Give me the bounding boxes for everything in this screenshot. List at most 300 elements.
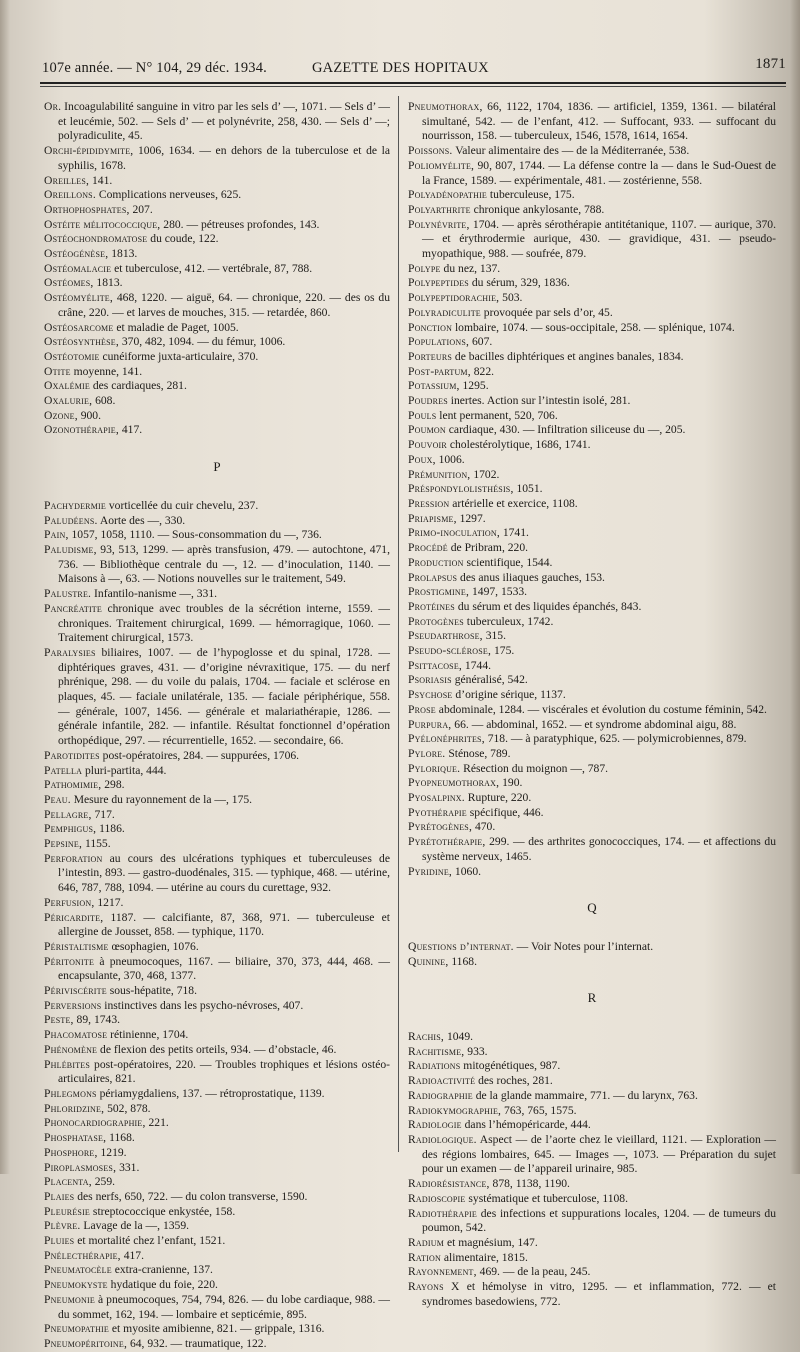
index-term: Pylore.: [408, 746, 446, 760]
index-term: Prémunition,: [408, 467, 471, 481]
index-references: 1741.: [499, 526, 529, 540]
index-term: Rachitisme,: [408, 1044, 465, 1058]
index-term: Pseudo-sclérose,: [408, 644, 492, 658]
section-letter: P: [213, 459, 221, 475]
index-entry: [408, 644, 776, 659]
index-term: Rachis,: [408, 1030, 445, 1044]
index-entry: [44, 999, 390, 1014]
index-term: Oxalurie,: [44, 394, 93, 408]
index-entry: [408, 423, 776, 438]
index-entry: [44, 1146, 390, 1161]
index-term: Radiothérapie: [408, 1206, 477, 1220]
left-column: [44, 100, 390, 1352]
index-references: 607.: [469, 335, 493, 349]
running-header: [42, 56, 786, 80]
index-term: Perfusion,: [44, 895, 95, 909]
index-entry: [408, 1251, 776, 1266]
header-rule-thin: [40, 86, 786, 87]
index-term: Périviscérite: [44, 984, 107, 998]
index-term: Phlegmons: [44, 1087, 97, 1100]
index-references: rétinienne, 1704.: [107, 1028, 189, 1042]
index-entry: [44, 793, 390, 808]
index-entry: [44, 852, 390, 896]
index-entry: [44, 778, 390, 793]
index-term: Phacomatose: [44, 1028, 108, 1042]
index-term: Phloridzine,: [44, 1101, 105, 1115]
index-entry: [408, 585, 776, 600]
index-term: Ration: [408, 1250, 441, 1264]
index-entry: [408, 629, 776, 644]
index-entry: [408, 262, 776, 277]
index-references: de flexion des petits orteils, 934. — d’obstacle, 46.: [97, 1042, 337, 1056]
index-term: Poumon: [408, 423, 446, 437]
index-entry: [408, 365, 776, 380]
index-term: Potassium,: [408, 379, 460, 393]
index-term: Prostigmine,: [408, 585, 470, 599]
index-term: Post-partum,: [408, 364, 471, 378]
index-references: 717.: [91, 807, 115, 821]
index-term: Poissons.: [408, 144, 453, 158]
index-entry: [44, 100, 390, 144]
index-entry: [44, 499, 390, 514]
index-term: Psychose: [408, 688, 453, 702]
index-term: Radiorésistance,: [408, 1177, 490, 1191]
index-entry: [44, 409, 390, 424]
index-term: Pneumatocèle: [44, 1263, 112, 1277]
index-term: Rayons X: [408, 1280, 460, 1294]
index-references: 608.: [92, 394, 116, 408]
index-references: chronique avec troubles de la sécrétion interne, 1559. — chroniques. Traitement chirurgical, 1699. — hémorragique, 1060. — Traitement chirurgical, 1573.: [58, 601, 390, 645]
index-term: Priapisme,: [408, 511, 457, 525]
index-term: Paludisme,: [44, 542, 97, 556]
index-references: 1006, 1634. — en dehors de la tuberculose et de la syphilis, 1678.: [58, 144, 390, 172]
index-term: Ostéomalacie: [44, 261, 112, 275]
index-references: 1813.: [108, 247, 138, 261]
index-term: Pleurésie: [44, 1204, 91, 1218]
index-entry: [408, 1207, 776, 1236]
index-term: Pyridine,: [408, 864, 453, 878]
index-references: dans l’hémopéricarde, 444.: [461, 1118, 591, 1132]
index-term: Porteurs: [408, 349, 453, 363]
index-references: sous-hépatite, 718.: [106, 984, 197, 998]
index-term: Pneumothorax,: [408, 100, 483, 113]
index-entry: [408, 703, 776, 718]
index-entry: [44, 514, 390, 529]
index-term: Paludéens.: [44, 513, 98, 527]
index-term: Protéines: [408, 599, 455, 613]
index-entry: [44, 1263, 390, 1278]
index-references: 1744.: [462, 658, 492, 672]
index-term: Radiographie: [408, 1088, 473, 1102]
index-entry: [408, 100, 776, 144]
index-references: et tuberculose, 412. — vertébrale, 87, 788.: [111, 261, 313, 275]
index-entry: [408, 1104, 776, 1119]
index-entry: [408, 1045, 776, 1060]
index-references: 470.: [472, 820, 496, 834]
index-term: Phosphore,: [44, 1145, 98, 1159]
index-term: Ostéogénèse,: [44, 247, 109, 261]
index-entry: [408, 482, 776, 497]
index-entry: [44, 587, 390, 602]
index-term: Palustre.: [44, 587, 92, 601]
index-term: Poux,: [408, 452, 436, 466]
index-term: Pyothérapie: [408, 805, 467, 819]
index-term: Pneumonie: [44, 1292, 95, 1306]
index-references: 417.: [120, 1248, 144, 1262]
index-entry: [44, 188, 390, 203]
index-term: Paralysies: [44, 645, 96, 659]
index-term: Phosphatase,: [44, 1131, 107, 1145]
index-references: 900.: [77, 408, 101, 422]
index-references: instinctives dans les psycho-névroses, 407.: [101, 998, 304, 1012]
index-term: Placenta,: [44, 1175, 92, 1189]
index-references: cardiaque, 430. — Infiltration siliceuse du —, 205.: [445, 423, 686, 437]
index-term: Piroplasmoses,: [44, 1160, 117, 1174]
index-references: 1497, 1533.: [469, 585, 528, 599]
index-references: œsophagien, 1076.: [108, 939, 199, 953]
index-term: Poudres: [408, 394, 448, 408]
index-term: Pathomimie,: [44, 778, 102, 792]
index-term: Orthophosphates,: [44, 202, 130, 216]
index-term: Ostéochondromatose: [44, 232, 148, 246]
index-entry: [44, 1205, 390, 1220]
index-entry: [44, 984, 390, 999]
index-entry: [44, 1322, 390, 1337]
index-entry: [408, 379, 776, 394]
index-term: Pylorique.: [408, 761, 461, 775]
index-term: Pyrétothérapie,: [408, 835, 486, 849]
index-references: tuberculeuse, 175.: [487, 188, 575, 202]
index-references: cunéiforme juxta-articulaire, 370.: [99, 349, 259, 363]
index-references: 1219.: [97, 1145, 127, 1159]
index-references: de bacilles diphtériques et angines banales, 1834.: [452, 349, 684, 363]
index-term: Ostéosarcome: [44, 320, 114, 334]
index-term: Radioactivité: [408, 1074, 476, 1088]
index-references: d’origine sérique, 1137.: [452, 688, 566, 702]
index-term: Pyopneumothorax,: [408, 776, 500, 790]
page-shadow-right: [790, 0, 800, 1174]
index-references: et myosite amibienne, 821. — grippale, 1316.: [109, 1322, 325, 1336]
index-references: 64, 932. — traumatique, 122.: [127, 1336, 267, 1350]
index-references: Complications nerveuses, 625.: [95, 188, 242, 202]
index-entry: [408, 1192, 776, 1207]
index-references: 502, 878.: [104, 1101, 151, 1115]
index-term: Rayonnement,: [408, 1265, 477, 1279]
index-term: Quinine,: [408, 954, 449, 968]
index-term: Ostéosynthèse,: [44, 335, 119, 349]
index-term: Radiations: [408, 1059, 461, 1073]
index-entry: [408, 453, 776, 468]
index-entry: [44, 291, 390, 320]
index-entry: [44, 247, 390, 262]
index-entry: [408, 526, 776, 541]
index-references: 1168.: [448, 954, 477, 968]
index-term: Pyrétogènes,: [408, 820, 473, 834]
index-term: Phlébites: [44, 1057, 91, 1071]
index-entry: [44, 528, 390, 543]
index-references: à pneumocoques, 754, 794, 826. — du lobe cardiaque, 988. — du sommet, 162, 194. — lombaire et septicémie, 895.: [58, 1292, 390, 1321]
index-entry: [44, 646, 390, 749]
index-term: Ozone,: [44, 408, 78, 422]
index-entry: [408, 350, 776, 365]
index-term: Questions d’internat.: [408, 939, 514, 953]
index-entry: [44, 1337, 390, 1352]
index-term: Or.: [44, 100, 62, 113]
index-references: 141.: [89, 173, 113, 187]
index-references: 1051.: [513, 482, 543, 496]
index-term: Phonocardiographie,: [44, 1116, 146, 1130]
index-term: Primo-inoculation,: [408, 526, 500, 540]
index-references: et hémolyse in vitro, 1295. — et inflammation, 772. — et syndromes basedowiens, 772.: [422, 1280, 777, 1308]
index-term: Oxalémie: [44, 379, 90, 393]
index-entry: [408, 159, 776, 188]
index-references: 468, 1220. — aiguë, 64. — chronique, 220. — des os du crâne, 220. — et larves de mouches, 315. — retardée, 860.: [58, 291, 390, 319]
index-references: Valeur alimentaire des — de la Méditerranée, 538.: [452, 144, 690, 158]
index-references: des anus iliaques gauches, 153.: [457, 570, 605, 584]
index-references: généralisé, 542.: [451, 673, 528, 687]
index-references: 370, 482, 1094. — du fémur, 1006.: [118, 335, 286, 349]
index-entry: [44, 940, 390, 955]
index-term: Orchi-épididymite,: [44, 144, 134, 158]
column-divider: [398, 96, 399, 1152]
index-entry: [44, 379, 390, 394]
index-entry: [44, 543, 390, 587]
index-term: Poliomyélite,: [408, 158, 475, 172]
index-term: Péritonite: [44, 954, 95, 968]
index-entry: [408, 806, 776, 821]
index-references: 878, 1138, 1190.: [489, 1177, 570, 1191]
issue-info: 107e année. — N° 104, 29 déc. 1934.: [42, 60, 268, 76]
index-entry: [44, 822, 390, 837]
index-entry: [408, 409, 776, 424]
index-entry: [408, 732, 776, 747]
index-entry: [408, 468, 776, 483]
index-entry: [44, 144, 390, 173]
index-references: 315.: [482, 629, 506, 643]
index-references: 89, 1743.: [73, 1013, 121, 1027]
index-entry: [44, 276, 390, 291]
index-references: systématique et tuberculose, 1108.: [465, 1191, 628, 1205]
index-term: Pnélecthérapie,: [44, 1248, 121, 1262]
index-references: du sérum et des liquides épanchés, 843.: [454, 599, 642, 613]
index-entry: [44, 808, 390, 823]
index-term: Plèvre.: [44, 1219, 81, 1233]
index-entry: [44, 1190, 390, 1205]
index-term: Pneumopéritoine,: [44, 1336, 128, 1350]
index-term: Ozonothérapie,: [44, 423, 119, 437]
index-entry: [44, 1278, 390, 1293]
index-entry: [44, 1102, 390, 1117]
index-term: Polype: [408, 261, 441, 275]
index-references: et maladie de Paget, 1005.: [113, 320, 239, 334]
right-column: [408, 100, 776, 1309]
index-references: 1295.: [459, 379, 489, 393]
index-term: Pouvoir: [408, 438, 447, 452]
index-references: Résection du moignon —, 787.: [460, 761, 609, 775]
journal-title: GAZETTE DES HOPITAUX: [312, 60, 489, 76]
index-term: Polyadénopathie: [408, 188, 488, 202]
index-references: au cours des ulcérations typhiques et tuberculeuses de l’intestin, 893. — gastro-duodénales, 315. — typhique, 468. — utérine, 646, 787, 788, 1094. — utérine au cours du curettage, 932.: [58, 851, 390, 895]
index-references: à pneumocoques, 1167. — biliaire, 370, 373, 444, 468. — encapsulante, 370, 468, 1377.: [58, 954, 390, 983]
index-entry: [44, 1161, 390, 1176]
index-entry: [44, 837, 390, 852]
index-term: Ostéomyélite,: [44, 291, 113, 305]
index-references: 1155.: [82, 837, 111, 851]
index-term: Production: [408, 555, 464, 569]
index-entry: [408, 203, 776, 218]
index-term: Pellagre,: [44, 807, 92, 821]
index-entry: [44, 1087, 390, 1102]
index-references: 1704. — après sérothérapie antitétanique, 1107. — aurique, 370. — et érythrodermie aurique, 430. — gravidique, 431. — pseudo-myopathique, 988. — soufrée, 879.: [422, 217, 776, 261]
index-term: Préspondylolisthésis,: [408, 482, 514, 496]
index-references: 469. — de la peau, 245.: [476, 1265, 591, 1279]
index-references: Sténose, 789.: [445, 746, 511, 760]
index-references: 331.: [116, 1160, 140, 1174]
index-term: Péricardite,: [44, 910, 104, 924]
index-references: 259.: [91, 1175, 116, 1189]
index-references: des nerfs, 650, 722. — du colon transverse, 1590.: [74, 1189, 308, 1203]
index-entry: [44, 1043, 390, 1058]
index-references: Lavage de la —, 1359.: [80, 1219, 190, 1233]
index-references: spécifique, 446.: [466, 805, 544, 819]
index-entry: [44, 749, 390, 764]
index-references: Mesure du rayonnement de la —, 175.: [70, 792, 253, 806]
index-references: Aorte des —, 330.: [97, 513, 186, 527]
index-entry: [408, 865, 776, 880]
index-references: inertes. Action sur l’intestin isolé, 281.: [447, 394, 631, 408]
index-references: post-opératoires, 220. — Troubles trophiques et lésions ostéo-articulaires, 821.: [58, 1057, 390, 1086]
index-entry: [408, 144, 776, 159]
index-term: Radiologie: [408, 1118, 462, 1132]
index-entry: [44, 321, 390, 336]
index-term: Peste,: [44, 1013, 74, 1027]
index-term: Perversions: [44, 998, 102, 1012]
index-term: Radioscopie: [408, 1191, 466, 1205]
index-references: pluri-partita, 444.: [82, 763, 167, 777]
index-references: tuberculeux, 1742.: [463, 614, 554, 628]
index-term: Radium: [408, 1235, 445, 1249]
index-term: Pneumopathie: [44, 1322, 110, 1336]
index-entry: [408, 776, 776, 791]
index-term: Procédé: [408, 541, 448, 555]
index-term: Pouls: [408, 408, 437, 422]
index-entry: [408, 955, 776, 970]
index-entry: [44, 1293, 390, 1322]
index-references: du sérum, 329, 1836.: [468, 276, 570, 290]
index-entry: [44, 423, 390, 438]
index-references: Rupture, 220.: [464, 791, 532, 805]
page-number: 1871: [755, 56, 786, 72]
index-references: 1049.: [444, 1030, 474, 1044]
index-references: 718. — à paratyphique, 625. — polymicrobiennes, 879.: [484, 732, 747, 746]
index-references: 933.: [464, 1044, 488, 1058]
index-references: du nez, 137.: [440, 261, 501, 275]
index-references: et mortalité chez l’enfant, 1521.: [74, 1234, 226, 1248]
index-entry: [44, 335, 390, 350]
index-term: Ostéomes,: [44, 276, 94, 290]
index-entry: [408, 747, 776, 762]
index-references: scientifique, 1544.: [463, 555, 553, 569]
index-entry: [44, 764, 390, 779]
index-references: et magnésium, 147.: [444, 1235, 538, 1249]
index-entry: [408, 394, 776, 409]
index-term: Psoriasis: [408, 673, 452, 687]
index-term: Pachydermie: [44, 498, 106, 512]
index-entry: [408, 688, 776, 703]
index-references: moyenne, 141.: [70, 364, 143, 378]
index-references: provoquée par sels d’or, 45.: [480, 305, 613, 319]
index-entry: [408, 218, 776, 262]
index-entry: [44, 365, 390, 380]
index-entry: [44, 1013, 390, 1028]
index-references: artérielle et exercice, 1108.: [449, 496, 578, 510]
index-entry: [408, 188, 776, 203]
index-entry: [44, 1249, 390, 1264]
index-entry: [408, 306, 776, 321]
index-references: post-opératoires, 284. — suppurées, 1706.: [99, 748, 300, 762]
index-entry: [408, 1074, 776, 1089]
index-entry: [408, 571, 776, 586]
index-references: 1187. — calcifiante, 87, 368, 971. — tuberculeuse et allergine de Jousset, 858. — typhique, 1170.: [58, 910, 390, 939]
page-shadow-left: [0, 0, 10, 1174]
index-entry: [44, 1131, 390, 1146]
index-term: Pepsine,: [44, 837, 83, 851]
index-references: 207.: [129, 202, 153, 216]
index-term: Ostéotomie: [44, 349, 100, 363]
index-term: Parotidites: [44, 748, 100, 762]
index-entry: [44, 1175, 390, 1190]
index-entry: [408, 762, 776, 777]
index-references: Incoagulabilité sanguine in vitro par les sels d’ —, 1071. — Sels d’ — et leucémie, 502. — Sels d’ — et polynévrite, 258, 430. — Sels d’ —; polyradiculite, 45.: [58, 100, 390, 143]
index-entry: [408, 321, 776, 336]
index-term: Polyradiculite: [408, 305, 481, 319]
index-term: Populations,: [408, 335, 470, 349]
index-entry: [408, 600, 776, 615]
index-entry: [408, 673, 776, 688]
index-entry: [44, 350, 390, 365]
index-term: Radiokymographie,: [408, 1103, 502, 1117]
section-letter: R: [587, 990, 597, 1006]
index-references: — Voir Notes pour l’internat.: [513, 939, 654, 953]
index-entry: [408, 791, 776, 806]
index-term: Pyélonéphrites,: [408, 732, 485, 746]
index-term: Phénomène: [44, 1042, 98, 1056]
index-references: 280. — pétreuses profondes, 143.: [160, 217, 320, 231]
index-term: Peau.: [44, 792, 71, 806]
index-entry: [408, 1280, 776, 1309]
index-references: 822.: [470, 364, 495, 378]
index-references: 1702.: [470, 467, 500, 481]
index-term: Pluies: [44, 1234, 75, 1248]
index-entry: [44, 203, 390, 218]
index-references: 299. — des arthrites gonococciques, 174. — et affections du système nerveux, 1465.: [422, 835, 776, 863]
index-references: du coude, 122.: [147, 232, 219, 246]
index-references: 90, 807, 1744. — La défense contre la — dans le Sud-Ouest de la France, 1589. — expérimentale, 481. — zostérienne, 558.: [422, 158, 776, 187]
index-term: Polypeptidorachie,: [408, 291, 500, 305]
index-references: abdominale, 1284. — viscérales et évolution du costume féminin, 542.: [435, 702, 767, 716]
index-entry: [408, 718, 776, 733]
index-term: Prose: [408, 702, 436, 716]
index-references: 1297.: [456, 511, 486, 525]
index-references: de la glande mammaire, 771. — du larynx, 763.: [472, 1088, 698, 1102]
index-term: Pression: [408, 496, 450, 510]
index-references: cholestérolytique, 1686, 1741.: [446, 438, 591, 452]
index-entry: [408, 541, 776, 556]
index-entry: [44, 232, 390, 247]
index-references: des infections et suppurations locales, 1204. — de tumeurs du poumon, 542.: [422, 1206, 776, 1235]
index-references: 1057, 1058, 1110. — Sous-consommation du —, 736.: [68, 528, 322, 542]
index-entry: [408, 1118, 776, 1133]
